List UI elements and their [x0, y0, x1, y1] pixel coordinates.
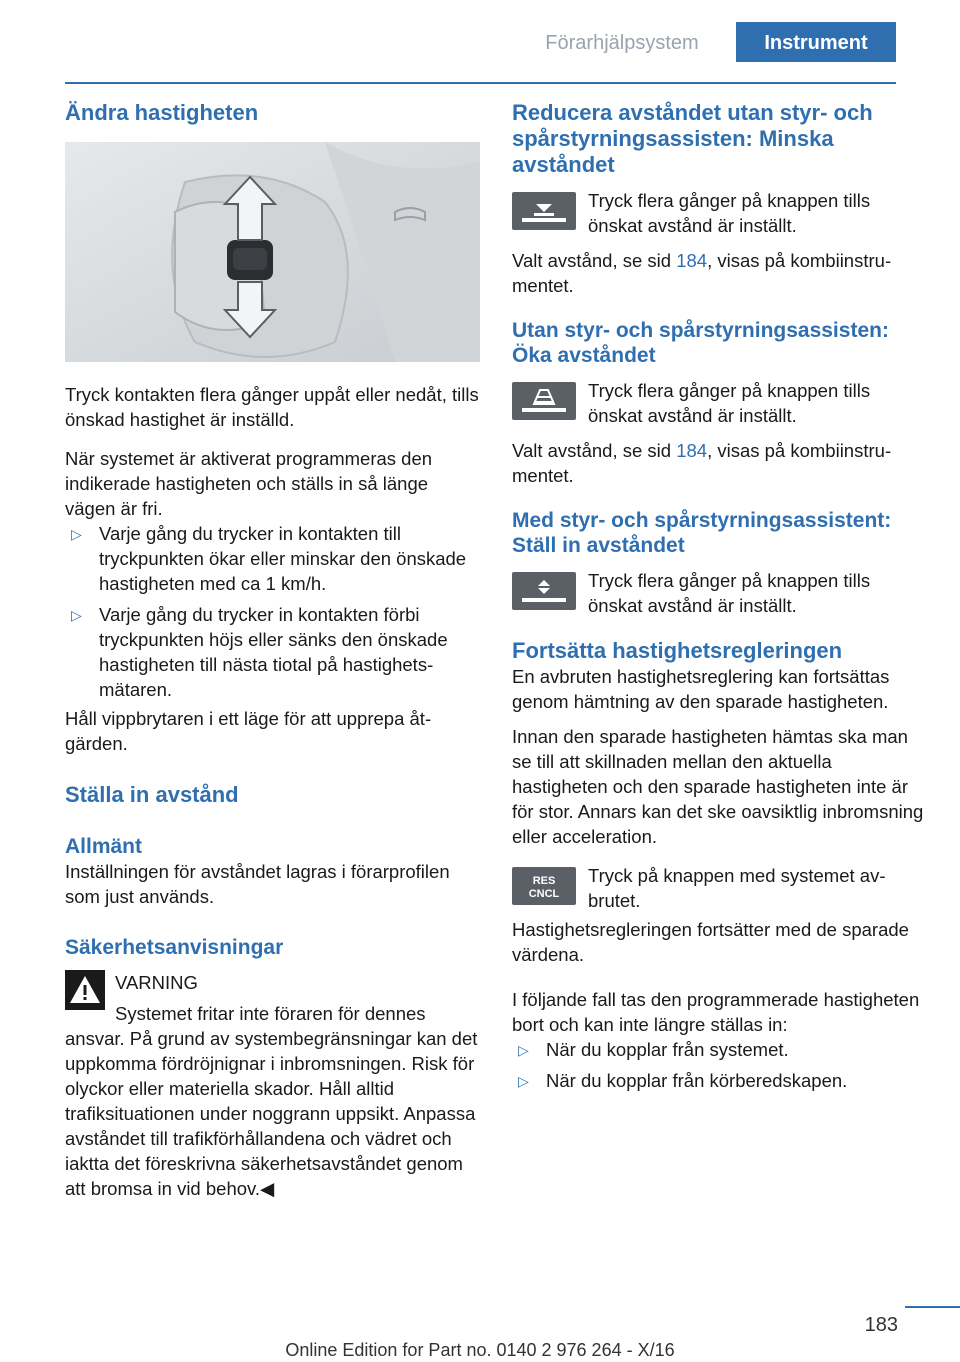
footer-rule: [905, 1306, 960, 1308]
heading-increase-distance: Utan styr- och spårstyrningsassisten: Öka avståndet: [512, 319, 889, 367]
instruction-text: Tryck flera gånger på knappen tills önskat avstånd är inställt.: [588, 380, 871, 426]
distance-adjust-button-image: [512, 572, 576, 610]
heading-resume: Fortsätta hastighetsregleringen: [512, 638, 843, 663]
header-chapter-tab: Instrument: [736, 22, 896, 62]
heading-general: Allmänt: [65, 835, 143, 858]
page-reference-link[interactable]: 184: [676, 250, 708, 271]
distance-increase-button-image: [512, 382, 576, 420]
warning-title: VARNING: [115, 972, 198, 993]
warning-text: Systemet fritar inte föraren för dennes ansvar. På grund av systembegränsningar kan det uppkomma fördröjnignar i inbromsningen. Risk för olyckor eller materiella skador. Håll alltid trafiksituationen under noggrann uppsikt. Anpassa avståndet till trafikförhållandena och vädret och iaktta det föreskrivna säkerhetsavståndet genom att bromsa in vid behov.◀: [65, 1003, 478, 1199]
header-rule: [65, 82, 896, 84]
paragraph: Inställningen för avståndet lagras i förarprofilen som just används.: [65, 861, 450, 907]
paragraph: När systemet är aktiverat programmeras den indikerade hastigheten och ställs in så länge vägen är fri.: [65, 448, 433, 519]
res-cncl-button-icon: [512, 867, 576, 905]
heading-reduce-distance: Reducera avståndet utan styr- och spårstyrningsassisten: Minska avståndet: [512, 100, 873, 177]
triangle-bullet-icon: ▷: [71, 607, 82, 623]
paragraph: En avbruten hastighetsreglering kan fortsättas genom hämtning av den sparade hastigheten.: [512, 666, 890, 712]
paragraph: Valt avstånd, se sid 184, visas på kombiinstrumentet.: [512, 440, 892, 486]
triangle-bullet-icon: ▷: [518, 1042, 529, 1058]
paragraph: I följande fall tas den programmerade hastigheten bort och kan inte längre ställas in:: [512, 989, 920, 1035]
steering-wheel-photo: [65, 142, 480, 362]
cncl-label: CNCL: [528, 888, 560, 900]
header-section-title: Förarhjälpsystem: [545, 32, 699, 54]
distance-adjust-icon: [512, 572, 576, 610]
distance-reduce-button-image: [512, 192, 576, 230]
paragraph: Innan den sparade hastigheten hämtas ska man se till att skillnaden mellan den aktuella hastigheten och den sparade hastigheten inte är för stor. Annars kan det ske oavsiktlig inbromsning eller acceleration.: [512, 726, 924, 847]
distance-increase-icon: [512, 382, 576, 420]
paragraph: Valt avstånd, se sid 184, visas på kombiinstrumentet.: [512, 250, 892, 296]
heading-change-speed: Ändra hastigheten: [65, 100, 259, 125]
paragraph: Hastighetsregleringen fortsätter med de sparade värdena.: [512, 919, 909, 965]
heading-safety: Säkerhetsanvisningar: [65, 936, 284, 959]
footer-edition: Online Edition for Part no. 0140 2 976 264 - X/16: [285, 1340, 675, 1360]
paragraph: Håll vippbrytaren i ett läge för att upprepa åtgärden.: [65, 708, 432, 754]
steering-wheel-switch-illustration: [65, 142, 480, 362]
triangle-bullet-icon: ▷: [71, 526, 82, 542]
left-column: [65, 100, 480, 1201]
triangle-bullet-icon: ▷: [518, 1073, 529, 1089]
res-label: RES: [532, 875, 556, 887]
res-cncl-button-image: [512, 867, 576, 905]
instruction-text: Tryck flera gånger på knappen tills önskat avstånd är inställt.: [588, 570, 871, 616]
paragraph: Tryck kontakten flera gånger uppåt eller nedåt, tills önskad hastighet är inställd.: [65, 384, 479, 430]
right-column: [512, 100, 924, 1093]
page-reference-link[interactable]: 184: [676, 440, 708, 461]
page-number: 183: [864, 1314, 898, 1336]
button-instruction: [512, 568, 924, 618]
warning-triangle-icon: [65, 970, 105, 1010]
bullet-list: [512, 1037, 924, 1093]
warning-block: [65, 970, 480, 1201]
list-item: ▷ När du kopplar från körberedskapen.: [512, 1068, 924, 1093]
list-item: ▷ Varje gång du trycker in kontakten till tryckpunkten ökar eller minskar den önskade hastigheten med ca 1 km/h.: [71, 523, 467, 594]
heading-with-assistant: Med styr- och spårstyrningsassistent: Ställ in avståndet: [512, 509, 892, 557]
list-item: ▷ Varje gång du trycker in kontakten förbi tryckpunkten höjs eller sänks den önskade hastigheten till nästa tiotal på hastighetsmätaren.: [71, 604, 448, 700]
bullet-list: [65, 521, 480, 702]
distance-decrease-icon: [512, 192, 576, 230]
button-instruction: [512, 188, 924, 238]
button-instruction: [512, 378, 924, 428]
button-instruction: [512, 863, 924, 913]
list-item: ▷ När du kopplar från systemet.: [512, 1037, 924, 1062]
instruction-text: Tryck på knappen med systemet avbrutet.: [588, 865, 886, 911]
instruction-text: Tryck flera gånger på knappen tills önskat avstånd är inställt.: [588, 190, 871, 236]
heading-set-distance: Ställa in avstånd: [65, 782, 239, 807]
page-header: [0, 22, 960, 62]
